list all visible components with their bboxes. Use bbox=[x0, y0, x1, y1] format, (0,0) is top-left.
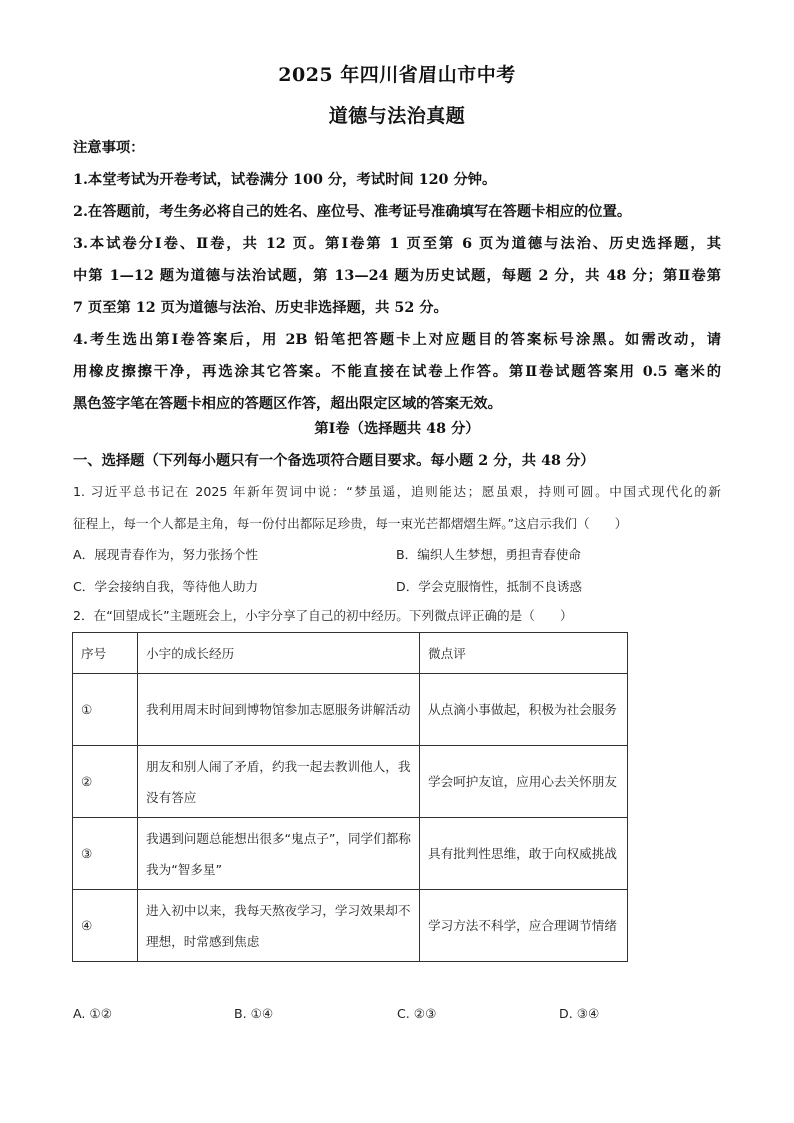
q1-option-c[interactable]: C．学会接纳自我，等待他人助力 bbox=[73, 579, 259, 594]
notice-item-4-line-3: 黑色签字笔在答题卡相应的答题区作答，超出限定区域的答案无效。 bbox=[73, 396, 502, 412]
table-cell-experience: 朋友和别人闹了矛盾，约我一起去教训他人，我没有答应 bbox=[138, 746, 420, 818]
section-heading: 一、选择题（下列每小题只有一个备选项符合题目要求。每小题 2 分，共 48 分） bbox=[73, 453, 595, 469]
notice-item-4-line-2: 用橡皮擦擦干净，再选涂其它答案。不能直接在试卷上作答。第Ⅱ卷试题答案用 0.5 毫米的 bbox=[73, 364, 721, 380]
question-1-line-2: 征程上，每一个人都是主角，每一份付出都际足珍贵，每一束光芒都熠熠生辉。”这启示我们（ ） bbox=[73, 516, 628, 531]
table-cell-comment: 从点滴小事做起，积极为社会服务 bbox=[420, 674, 628, 746]
q2-option-a[interactable]: A. ①② bbox=[73, 1006, 112, 1021]
table-row bbox=[73, 890, 628, 962]
table-row bbox=[73, 746, 628, 818]
page-title: 2025 年四川省眉山市中考 bbox=[278, 64, 516, 86]
q1-option-a[interactable]: A．展现青春作为，努力张扬个性 bbox=[73, 547, 258, 562]
table-cell-number: ② bbox=[73, 746, 138, 818]
q2-option-b[interactable]: B. ①④ bbox=[234, 1006, 274, 1021]
table-cell-number: ③ bbox=[73, 818, 138, 890]
notice-heading: 注意事项： bbox=[73, 140, 145, 156]
question-1-line-1: 1. 习近平总书记在 2025 年新年贺词中说：“梦虽遥，追则能达；愿虽艰，持则可圆。中国式现代化的新 bbox=[73, 484, 721, 499]
table-row bbox=[73, 674, 628, 746]
table-cell-comment: 具有批判性思维，敢于向权威挑战 bbox=[420, 818, 628, 890]
table-cell-experience: 我利用周末时间到博物馆参加志愿服务讲解活动 bbox=[138, 674, 420, 746]
question-2-options bbox=[73, 1006, 721, 1030]
q1-option-d[interactable]: D．学会克服惰性，抵制不良诱惑 bbox=[396, 579, 583, 594]
question-2-stem bbox=[73, 600, 721, 632]
table-header-cell: 序号 bbox=[73, 633, 138, 674]
table-cell-number: ④ bbox=[73, 890, 138, 962]
table-cell-experience: 我遇到问题总能想出很多“鬼点子”，同学们都称我为“智多星” bbox=[138, 818, 420, 890]
table-header-cell: 微点评 bbox=[420, 633, 628, 674]
q2-option-c[interactable]: C. ②③ bbox=[397, 1006, 437, 1021]
question-1-stem bbox=[73, 476, 721, 540]
table-header-row bbox=[73, 633, 628, 674]
notice-item-3-line-1: 3.本试卷分Ⅰ卷、Ⅱ卷，共 12 页。第Ⅰ卷第 1 页至第 6 页为道德与法治、历史选择题，其 bbox=[73, 236, 721, 252]
notice-block bbox=[73, 132, 721, 420]
part-heading: 第Ⅰ卷（选择题共 48 分） bbox=[314, 421, 480, 437]
table-cell-comment: 学会呵护友谊，应用心去关怀朋友 bbox=[420, 746, 628, 818]
notice-item-2: 2.在答题前，考生务必将自己的姓名、座位号、准考证号准确填写在答题卡相应的位置。 bbox=[73, 204, 632, 220]
table-cell-number: ① bbox=[73, 674, 138, 746]
table-cell-experience: 进入初中以来，我每天熬夜学习，学习效果却不理想，时常感到焦虑 bbox=[138, 890, 420, 962]
notice-item-3-line-3: 7 页至第 12 页为道德与法治、历史非选择题，共 52 分。 bbox=[73, 300, 448, 316]
question-2-line-1: 2．在“回望成长”主题班会上，小宇分享了自己的初中经历。下列微点评正确的是（ ） bbox=[73, 608, 573, 623]
question-1-options bbox=[73, 544, 721, 604]
notice-item-4-line-1: 4.考生选出第Ⅰ卷答案后，用 2B 铅笔把答题卡上对应题目的答案标号涂黑。如需改动，请 bbox=[73, 332, 721, 348]
table-cell-comment: 学习方法不科学，应合理调节情绪 bbox=[420, 890, 628, 962]
q2-option-d[interactable]: D. ③④ bbox=[559, 1006, 600, 1021]
table-header-cell: 小宇的成长经历 bbox=[138, 633, 420, 674]
notice-item-3-line-2: 中第 1—12 题为道德与法治试题，第 13—24 题为历史试题，每题 2 分，共 48 分；第Ⅱ卷第 bbox=[73, 268, 721, 284]
q1-option-b[interactable]: B．编织人生梦想，勇担青春使命 bbox=[396, 547, 581, 562]
growth-table bbox=[72, 632, 628, 962]
table-row bbox=[73, 818, 628, 890]
page-subtitle: 道德与法治真题 bbox=[328, 105, 466, 127]
notice-item-1: 1.本堂考试为开卷考试，试卷满分 100 分，考试时间 120 分钟。 bbox=[73, 172, 497, 188]
